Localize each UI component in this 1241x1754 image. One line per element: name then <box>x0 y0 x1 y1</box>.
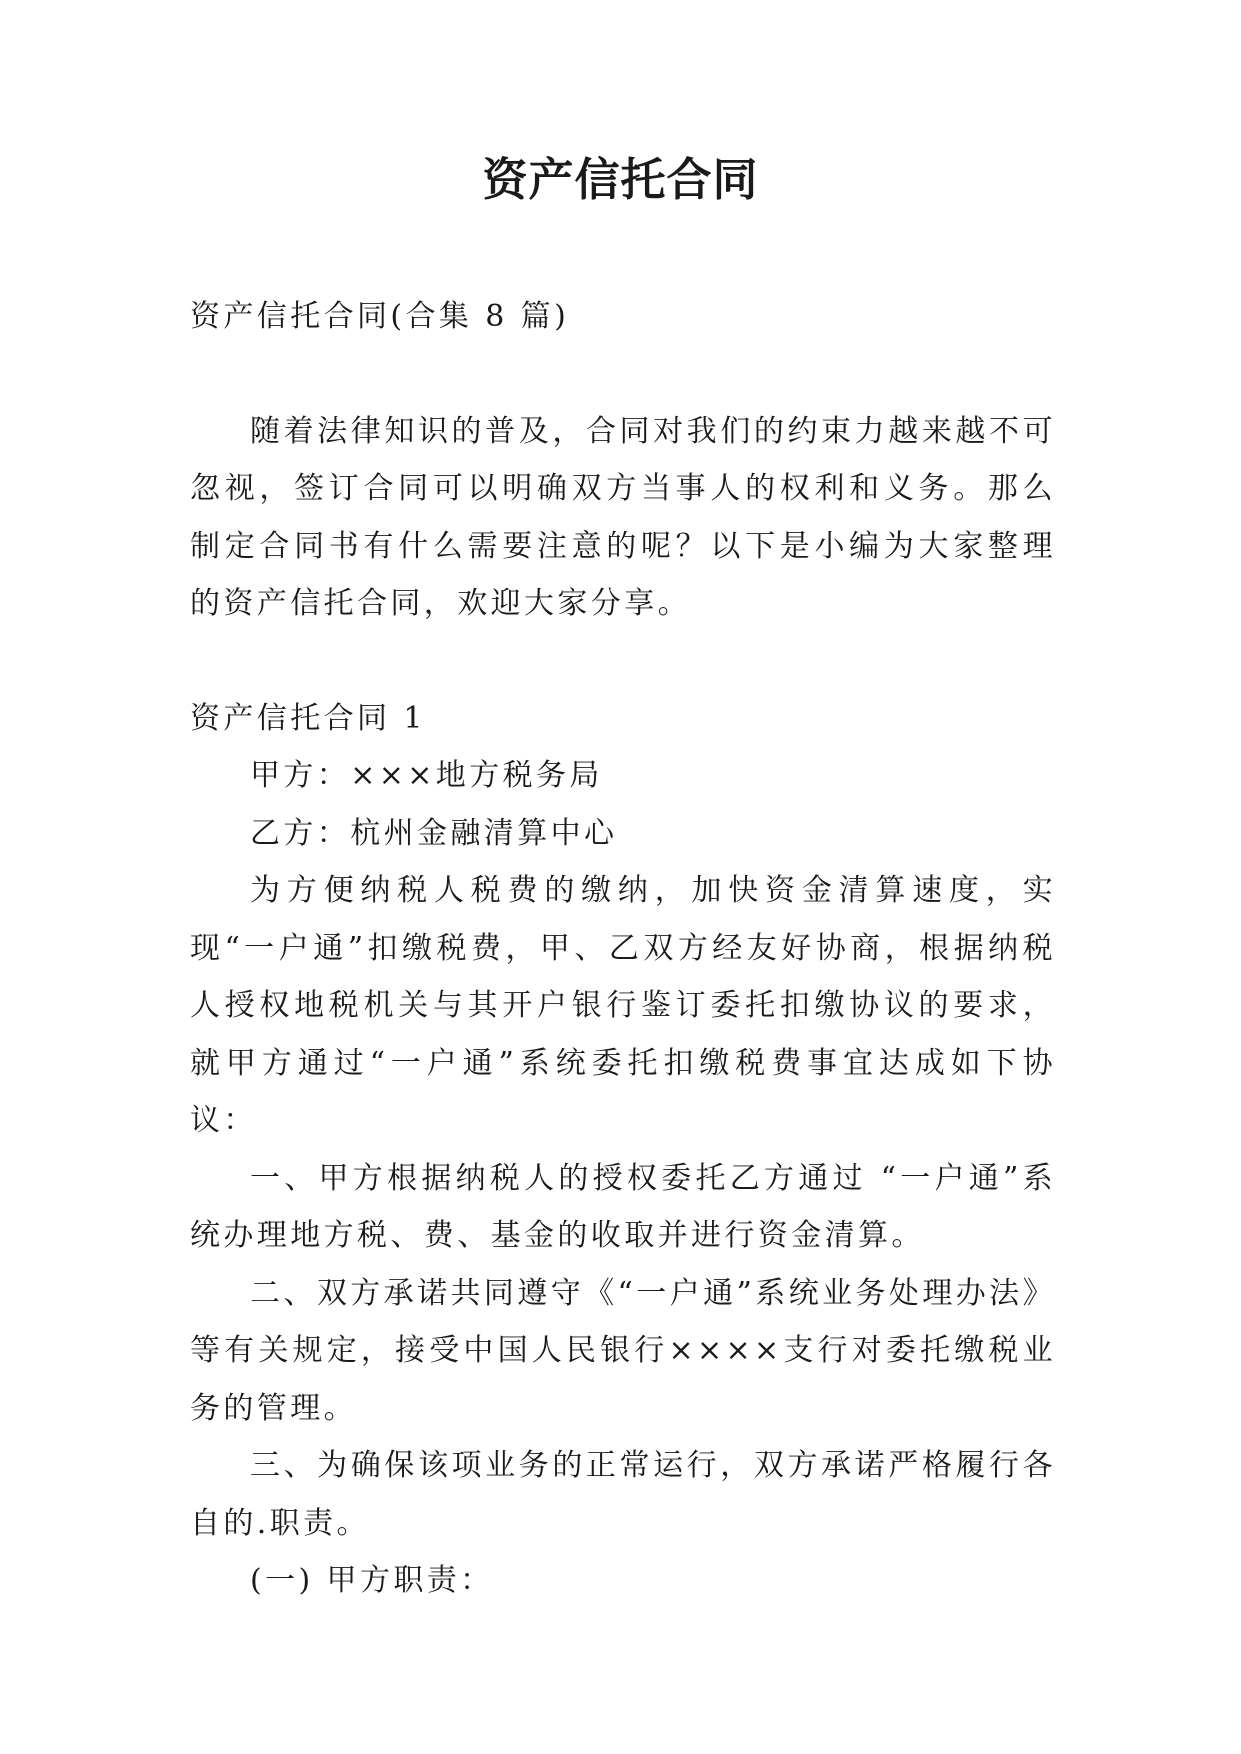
intro-paragraph: 随着法律知识的普及，合同对我们的约束力越来越不可忽视，签订合同可以明确双方当事人的权利和义务。那么制定合同书有什么需要注意的呢？以下是小编为大家整理的资产信托合同，欢迎大家分享。 <box>190 413 1056 621</box>
clause-3-paragraph: 三、为确保该项业务的正常运行，双方承诺严格履行各自的.职责。 <box>190 1448 1056 1541</box>
document-subtitle: 资产信托合同(合集 8 篇) <box>190 299 570 334</box>
clause-1-paragraph: 一、甲方根据纳税人的授权委托乙方通过 “一户通”系统办理地方税、费、基金的收取并进行资金清算。 <box>190 1160 1056 1253</box>
party-b-line: 乙方：杭州金融清算中心 <box>250 815 618 851</box>
document-title: 资产信托合同 <box>482 153 759 206</box>
party-a-line: 甲方：×××地方税务局 <box>250 758 603 793</box>
preamble-paragraph: 为方便纳税人税费的缴纳，加快资金清算速度，实现“一户通”扣缴税费，甲、乙双方经友好协商，根据纳税人授权地税机关与其开户银行鉴订委托扣缴协议的要求，就甲方通过“一户通”系统委托扣缴税费事宜达成如下协议： <box>190 873 1056 1138</box>
clause-2-paragraph: 二、双方承诺共同遵守《“一户通”系统业务处理办法》等有关规定，接受中国人民银行××××支行对委托缴税业务的管理。 <box>190 1275 1056 1426</box>
document-body <box>190 288 1056 1610</box>
clause-3-sub-1-heading: (一) 甲方职责： <box>250 1563 494 1598</box>
section-heading: 资产信托合同 1 <box>190 700 426 736</box>
